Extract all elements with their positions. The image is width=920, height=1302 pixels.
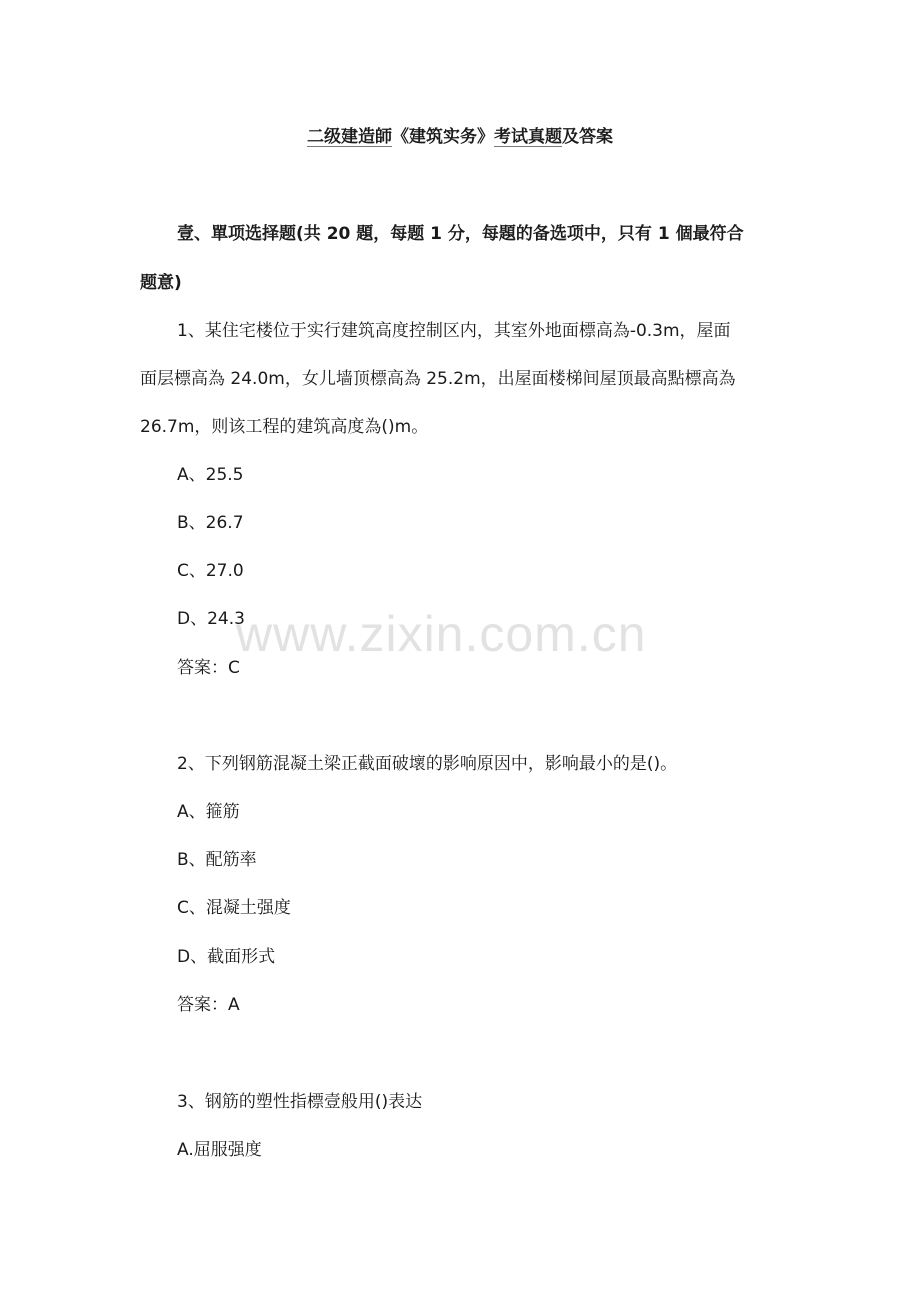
question-2-option-d: D、截面形式 <box>177 947 276 967</box>
document-title <box>0 124 920 150</box>
question-1-option-b: B、26.7 <box>177 513 244 533</box>
question-1-option-c: C、27.0 <box>177 561 244 581</box>
watermark-text: www.zixin.com.cn <box>236 606 647 662</box>
question-1-option-a: A、25.5 <box>177 465 244 485</box>
question-2-option-b: B、配筋率 <box>177 850 257 870</box>
title-book-name: 《建筑实务》 <box>392 127 494 147</box>
title-suffix: 及答案 <box>562 127 613 147</box>
question-1-line-3: 26.7m，则该工程的建筑高度為()m。 <box>140 417 429 437</box>
question-1-line-2: 面层標高為 24.0m，女儿墙顶標高為 25.2m，出屋面楼梯间屋顶最高點標高為 <box>140 369 736 389</box>
question-2-answer: 答案：A <box>177 995 240 1015</box>
question-2-option-a: A、箍筋 <box>177 802 240 822</box>
title-link-level[interactable]: 二级建造師 <box>307 127 392 147</box>
question-3-option-a: A.屈服强度 <box>177 1140 262 1160</box>
question-2-line-1: 2、下列钢筋混凝土梁正截面破壞的影响原因中，影响最小的是()。 <box>177 754 678 774</box>
question-1-answer: 答案：C <box>177 658 240 678</box>
title-link-exam[interactable]: 考试真题 <box>494 127 562 147</box>
question-3-line-1: 3、钢筋的塑性指標壹般用()表达 <box>177 1092 423 1112</box>
section-heading-line-1: 壹、單项选择题(共 20 題，每题 1 分，每題的备选项中，只有 1 個最符合 <box>177 224 744 244</box>
question-2-option-c: C、混凝土强度 <box>177 898 291 918</box>
question-1-line-1: 1、某住宅楼位于实行建筑高度控制区内，其室外地面標高為-0.3m，屋面 <box>177 321 731 341</box>
section-heading-line-2: 题意) <box>140 273 182 293</box>
question-1-option-d: D、24.3 <box>177 609 245 629</box>
